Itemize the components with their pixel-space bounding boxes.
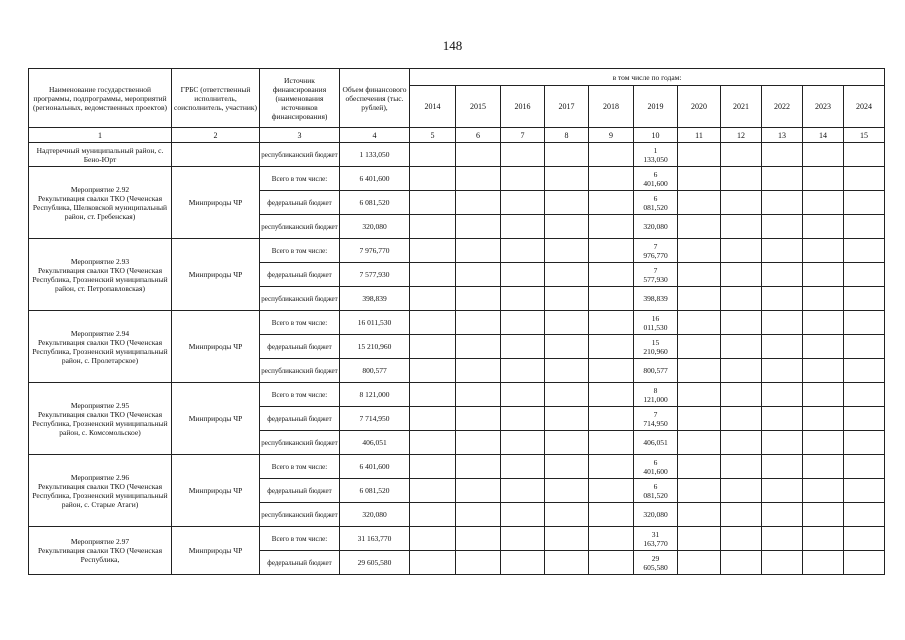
year-value-2020 [678, 191, 721, 215]
year-value-2017 [545, 431, 589, 455]
year-value-2014 [410, 335, 456, 359]
funding-source: Всего в том числе: [260, 239, 340, 263]
year-header: 2023 [803, 86, 844, 128]
funding-volume: 406,051 [340, 431, 410, 455]
year-value-2015 [456, 215, 501, 239]
year-header: 2024 [844, 86, 885, 128]
year-value-2022 [762, 287, 803, 311]
year-value-2022 [762, 359, 803, 383]
year-value-2022 [762, 191, 803, 215]
year-value-2020 [678, 335, 721, 359]
year-value-2023 [803, 551, 844, 575]
year-value-2023 [803, 191, 844, 215]
year-value-2015 [456, 431, 501, 455]
table-row [29, 455, 885, 479]
measure-name: Мероприятие 2.94 Рекультивация свалки ТКО (Чеченская Республика, Грозненский муниципальный район, с. Пролетарское) [29, 311, 172, 383]
year-value-2019: 6 401,600 [634, 167, 678, 191]
year-value-2024 [844, 551, 885, 575]
grbs-cell: Минприроды ЧР [172, 527, 260, 575]
year-value-2018 [589, 263, 634, 287]
year-value-2016 [501, 431, 545, 455]
year-value-2024 [844, 191, 885, 215]
year-value-2018 [589, 239, 634, 263]
column-number: 12 [721, 128, 762, 143]
year-value-2017 [545, 383, 589, 407]
table-row [29, 527, 885, 551]
year-value-2017 [545, 311, 589, 335]
year-value-2014 [410, 143, 456, 167]
year-value-2021 [721, 143, 762, 167]
funding-source: республиканский бюджет [260, 143, 340, 167]
header-years-group: в том числе по годам: [410, 69, 885, 86]
year-value-2021 [721, 407, 762, 431]
year-value-2022 [762, 335, 803, 359]
grbs-cell: Минприроды ЧР [172, 167, 260, 239]
funding-source: федеральный бюджет [260, 335, 340, 359]
year-value-2020 [678, 407, 721, 431]
funding-volume: 7 714,950 [340, 407, 410, 431]
year-value-2015 [456, 527, 501, 551]
year-value-2024 [844, 503, 885, 527]
funding-source: Всего в том числе: [260, 455, 340, 479]
year-value-2020 [678, 287, 721, 311]
year-value-2023 [803, 383, 844, 407]
year-value-2015 [456, 263, 501, 287]
year-value-2017 [545, 407, 589, 431]
column-number: 10 [634, 128, 678, 143]
year-value-2023 [803, 239, 844, 263]
year-value-2017 [545, 503, 589, 527]
year-value-2022 [762, 503, 803, 527]
year-value-2015 [456, 191, 501, 215]
year-value-2015 [456, 335, 501, 359]
year-value-2023 [803, 455, 844, 479]
year-value-2023 [803, 143, 844, 167]
year-value-2018 [589, 359, 634, 383]
year-value-2021 [721, 359, 762, 383]
year-value-2022 [762, 311, 803, 335]
budget-table [28, 68, 885, 575]
year-value-2014 [410, 407, 456, 431]
year-value-2023 [803, 167, 844, 191]
table-row [29, 143, 885, 167]
year-value-2023 [803, 215, 844, 239]
year-value-2018 [589, 167, 634, 191]
year-value-2019: 6 081,520 [634, 479, 678, 503]
year-value-2015 [456, 383, 501, 407]
column-number: 11 [678, 128, 721, 143]
year-value-2016 [501, 167, 545, 191]
year-value-2021 [721, 455, 762, 479]
year-value-2024 [844, 263, 885, 287]
measure-name: Мероприятие 2.96 Рекультивация свалки ТКО (Чеченская Республика, Грозненский муниципальный район, с. Старые Атаги) [29, 455, 172, 527]
page-number: 148 [442, 38, 463, 53]
funding-source: федеральный бюджет [260, 191, 340, 215]
year-value-2015 [456, 287, 501, 311]
column-number: 15 [844, 128, 885, 143]
table-row [29, 167, 885, 191]
grbs-cell: Минприроды ЧР [172, 455, 260, 527]
year-value-2024 [844, 359, 885, 383]
year-value-2022 [762, 239, 803, 263]
year-value-2018 [589, 407, 634, 431]
year-value-2020 [678, 527, 721, 551]
year-value-2021 [721, 431, 762, 455]
year-header: 2022 [762, 86, 803, 128]
year-value-2018 [589, 311, 634, 335]
year-value-2020 [678, 359, 721, 383]
year-value-2024 [844, 383, 885, 407]
funding-source: республиканский бюджет [260, 503, 340, 527]
year-value-2020 [678, 431, 721, 455]
funding-source: Всего в том числе: [260, 383, 340, 407]
funding-volume: 8 121,000 [340, 383, 410, 407]
measure-name: Мероприятие 2.93 Рекультивация свалки ТКО (Чеченская Республика, Грозненский муниципальный район, ст. Петропавловская) [29, 239, 172, 311]
year-value-2017 [545, 263, 589, 287]
column-number: 7 [501, 128, 545, 143]
year-value-2020 [678, 215, 721, 239]
year-value-2014 [410, 167, 456, 191]
year-value-2024 [844, 287, 885, 311]
year-value-2022 [762, 527, 803, 551]
year-value-2020 [678, 503, 721, 527]
year-value-2021 [721, 263, 762, 287]
year-value-2015 [456, 167, 501, 191]
year-value-2019: 7 976,770 [634, 239, 678, 263]
year-value-2016 [501, 191, 545, 215]
year-value-2016 [501, 383, 545, 407]
year-value-2016 [501, 407, 545, 431]
funding-source: Всего в том числе: [260, 167, 340, 191]
year-value-2018 [589, 143, 634, 167]
column-number: 6 [456, 128, 501, 143]
year-value-2019: 320,080 [634, 215, 678, 239]
year-value-2021 [721, 479, 762, 503]
year-value-2016 [501, 503, 545, 527]
funding-source: республиканский бюджет [260, 359, 340, 383]
year-value-2018 [589, 479, 634, 503]
year-value-2019: 16 011,530 [634, 311, 678, 335]
year-value-2014 [410, 191, 456, 215]
year-value-2024 [844, 527, 885, 551]
year-value-2018 [589, 455, 634, 479]
year-value-2018 [589, 215, 634, 239]
funding-source: федеральный бюджет [260, 551, 340, 575]
year-value-2018 [589, 551, 634, 575]
year-value-2016 [501, 455, 545, 479]
year-value-2016 [501, 287, 545, 311]
grbs-cell: Минприроды ЧР [172, 311, 260, 383]
table-row [29, 239, 885, 263]
measure-name: Мероприятие 2.95 Рекультивация свалки ТКО (Чеченская Республика, Грозненский муниципальный район, с. Комсомольское) [29, 383, 172, 455]
year-value-2024 [844, 407, 885, 431]
year-value-2016 [501, 263, 545, 287]
year-header: 2021 [721, 86, 762, 128]
year-value-2022 [762, 383, 803, 407]
year-value-2019: 406,051 [634, 431, 678, 455]
year-value-2014 [410, 215, 456, 239]
year-value-2017 [545, 551, 589, 575]
funding-volume: 6 401,600 [340, 455, 410, 479]
column-number: 9 [589, 128, 634, 143]
header-name: Наименование государственной программы, подпрограммы, мероприятий (региональных, ведомственных проектов) [29, 69, 172, 128]
year-value-2017 [545, 287, 589, 311]
year-value-2014 [410, 263, 456, 287]
year-value-2019: 7 577,930 [634, 263, 678, 287]
year-value-2015 [456, 455, 501, 479]
year-value-2022 [762, 167, 803, 191]
year-value-2019: 1 133,050 [634, 143, 678, 167]
funding-source: Всего в том числе: [260, 311, 340, 335]
year-value-2018 [589, 527, 634, 551]
year-value-2017 [545, 359, 589, 383]
table-row [29, 383, 885, 407]
funding-source: республиканский бюджет [260, 215, 340, 239]
year-value-2018 [589, 383, 634, 407]
funding-volume: 1 133,050 [340, 143, 410, 167]
measure-name: Мероприятие 2.97 Рекультивация свалки ТКО (Чеченская Республика, [29, 527, 172, 575]
funding-volume: 320,080 [340, 503, 410, 527]
year-value-2020 [678, 479, 721, 503]
year-value-2014 [410, 455, 456, 479]
year-value-2014 [410, 551, 456, 575]
year-value-2016 [501, 143, 545, 167]
year-value-2015 [456, 503, 501, 527]
year-value-2023 [803, 479, 844, 503]
header-source: Источник финансирования (наименования источников финансирования) [260, 69, 340, 128]
funding-volume: 320,080 [340, 215, 410, 239]
year-value-2021 [721, 527, 762, 551]
year-header: 2020 [678, 86, 721, 128]
year-value-2014 [410, 311, 456, 335]
column-number: 3 [260, 128, 340, 143]
year-value-2019: 6 081,520 [634, 191, 678, 215]
year-value-2017 [545, 239, 589, 263]
funding-source: федеральный бюджет [260, 407, 340, 431]
column-number: 5 [410, 128, 456, 143]
year-header: 2019 [634, 86, 678, 128]
column-number: 4 [340, 128, 410, 143]
year-value-2024 [844, 311, 885, 335]
year-value-2020 [678, 263, 721, 287]
year-header: 2016 [501, 86, 545, 128]
year-value-2014 [410, 431, 456, 455]
year-value-2014 [410, 383, 456, 407]
year-value-2023 [803, 431, 844, 455]
year-value-2020 [678, 383, 721, 407]
year-value-2016 [501, 551, 545, 575]
year-value-2021 [721, 335, 762, 359]
measure-name: Мероприятие 2.92 Рекультивация свалки ТКО (Чеченская Республика, Шелковской муниципальный район, ст. Гребенская) [29, 167, 172, 239]
year-value-2017 [545, 527, 589, 551]
year-value-2014 [410, 527, 456, 551]
year-value-2022 [762, 479, 803, 503]
funding-volume: 398,839 [340, 287, 410, 311]
year-value-2019: 29 605,580 [634, 551, 678, 575]
year-value-2019: 800,577 [634, 359, 678, 383]
year-value-2021 [721, 167, 762, 191]
funding-source: федеральный бюджет [260, 479, 340, 503]
grbs-cell: Минприроды ЧР [172, 383, 260, 455]
year-value-2016 [501, 479, 545, 503]
year-value-2023 [803, 263, 844, 287]
year-value-2015 [456, 407, 501, 431]
funding-volume: 6 401,600 [340, 167, 410, 191]
year-value-2021 [721, 311, 762, 335]
year-value-2023 [803, 527, 844, 551]
year-value-2015 [456, 311, 501, 335]
year-value-2024 [844, 215, 885, 239]
year-value-2019: 7 714,950 [634, 407, 678, 431]
year-value-2017 [545, 143, 589, 167]
year-value-2020 [678, 551, 721, 575]
year-value-2018 [589, 287, 634, 311]
year-value-2023 [803, 407, 844, 431]
year-header: 2018 [589, 86, 634, 128]
year-value-2017 [545, 335, 589, 359]
funding-source: Всего в том числе: [260, 527, 340, 551]
year-value-2014 [410, 479, 456, 503]
year-value-2016 [501, 311, 545, 335]
year-value-2015 [456, 239, 501, 263]
year-value-2024 [844, 455, 885, 479]
year-value-2023 [803, 335, 844, 359]
year-value-2020 [678, 143, 721, 167]
year-value-2021 [721, 191, 762, 215]
funding-volume: 16 011,530 [340, 311, 410, 335]
funding-volume: 6 081,520 [340, 479, 410, 503]
year-value-2014 [410, 503, 456, 527]
year-value-2022 [762, 215, 803, 239]
funding-volume: 15 210,960 [340, 335, 410, 359]
year-value-2021 [721, 215, 762, 239]
funding-source: республиканский бюджет [260, 287, 340, 311]
year-value-2016 [501, 215, 545, 239]
year-value-2016 [501, 239, 545, 263]
year-value-2017 [545, 167, 589, 191]
year-value-2020 [678, 455, 721, 479]
year-value-2020 [678, 239, 721, 263]
year-value-2015 [456, 359, 501, 383]
year-value-2024 [844, 479, 885, 503]
year-header: 2015 [456, 86, 501, 128]
funding-source: федеральный бюджет [260, 263, 340, 287]
year-value-2019: 6 401,600 [634, 455, 678, 479]
year-value-2016 [501, 359, 545, 383]
year-value-2019: 320,080 [634, 503, 678, 527]
year-value-2019: 8 121,000 [634, 383, 678, 407]
header-grbs: ГРБС (ответственный исполнитель, соисполнитель, участник) [172, 69, 260, 128]
year-value-2016 [501, 527, 545, 551]
year-value-2023 [803, 287, 844, 311]
year-value-2014 [410, 359, 456, 383]
grbs-cell [172, 143, 260, 167]
funding-volume: 31 163,770 [340, 527, 410, 551]
year-value-2018 [589, 191, 634, 215]
year-value-2022 [762, 551, 803, 575]
year-value-2023 [803, 359, 844, 383]
year-value-2015 [456, 551, 501, 575]
year-value-2017 [545, 191, 589, 215]
year-value-2021 [721, 287, 762, 311]
year-value-2024 [844, 335, 885, 359]
year-value-2017 [545, 215, 589, 239]
year-value-2018 [589, 335, 634, 359]
year-value-2014 [410, 287, 456, 311]
year-value-2024 [844, 143, 885, 167]
funding-volume: 29 605,580 [340, 551, 410, 575]
column-number: 8 [545, 128, 589, 143]
year-value-2018 [589, 431, 634, 455]
year-value-2024 [844, 239, 885, 263]
column-number: 2 [172, 128, 260, 143]
funding-volume: 800,577 [340, 359, 410, 383]
year-value-2023 [803, 311, 844, 335]
year-value-2018 [589, 503, 634, 527]
funding-volume: 7 577,930 [340, 263, 410, 287]
header-volume: Объем финансового обеспечения (тыс. рублей), [340, 69, 410, 128]
year-value-2015 [456, 143, 501, 167]
year-value-2015 [456, 479, 501, 503]
year-value-2024 [844, 167, 885, 191]
year-value-2019: 15 210,960 [634, 335, 678, 359]
column-number: 1 [29, 128, 172, 143]
year-value-2023 [803, 503, 844, 527]
funding-source: республиканский бюджет [260, 431, 340, 455]
year-value-2021 [721, 239, 762, 263]
year-value-2021 [721, 551, 762, 575]
year-value-2022 [762, 407, 803, 431]
year-value-2022 [762, 455, 803, 479]
year-value-2014 [410, 239, 456, 263]
year-value-2019: 398,839 [634, 287, 678, 311]
year-value-2021 [721, 383, 762, 407]
year-value-2020 [678, 167, 721, 191]
year-value-2024 [844, 431, 885, 455]
year-header: 2014 [410, 86, 456, 128]
year-value-2017 [545, 479, 589, 503]
funding-volume: 7 976,770 [340, 239, 410, 263]
column-number: 13 [762, 128, 803, 143]
funding-volume: 6 081,520 [340, 191, 410, 215]
year-value-2017 [545, 455, 589, 479]
table-row [29, 311, 885, 335]
measure-name: Надтеречный муниципальный район, с. Бено-Юрт [29, 143, 172, 167]
year-value-2016 [501, 335, 545, 359]
year-header: 2017 [545, 86, 589, 128]
year-value-2022 [762, 431, 803, 455]
grbs-cell: Минприроды ЧР [172, 239, 260, 311]
year-value-2020 [678, 311, 721, 335]
year-value-2022 [762, 143, 803, 167]
year-value-2019: 31 163,770 [634, 527, 678, 551]
column-number: 14 [803, 128, 844, 143]
year-value-2021 [721, 503, 762, 527]
year-value-2022 [762, 263, 803, 287]
